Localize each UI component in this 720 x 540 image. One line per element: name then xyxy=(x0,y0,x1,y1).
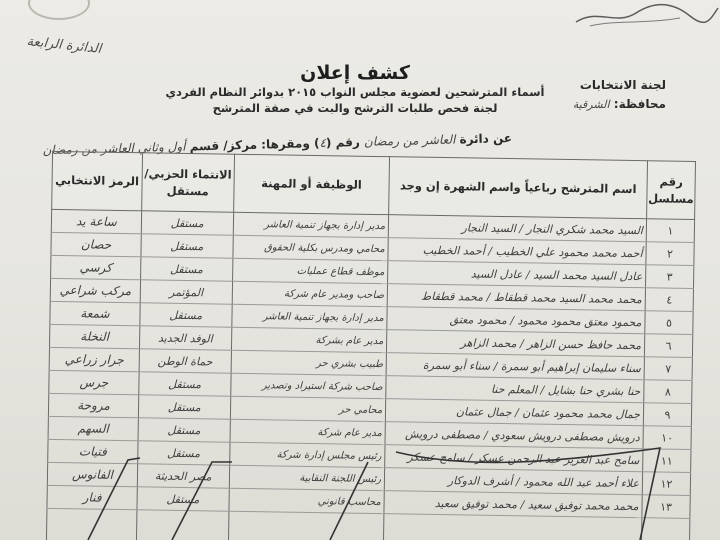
candidate-symbol: شمعة xyxy=(50,301,140,325)
candidate-full-name: درويش مصطفى درويش سعودي xyxy=(490,428,640,444)
district-number-label: رقم xyxy=(335,134,360,150)
candidate-full-name: محمد حافظ حسن الزاهر xyxy=(527,336,642,352)
candidate-full-name: سناء سليمان إبراهيم أبو سمرة xyxy=(500,359,641,375)
candidate-affiliation: مستقل xyxy=(141,211,233,235)
candidate-serial: ١ xyxy=(646,219,694,243)
candidate-job: صاحب شركة استيراد وتصدير xyxy=(230,373,386,398)
candidate-job: صاحب ومدير عام شركة xyxy=(232,281,388,306)
candidate-affiliation: مستقل xyxy=(138,441,230,465)
candidate-serial: ١٢ xyxy=(642,472,690,496)
district-hq-label: ومقرها: مركز/ قسم xyxy=(189,136,310,154)
candidate-nickname: سامح عسكر xyxy=(407,450,465,464)
candidate-job: رئيس مجلس إدارة شركة xyxy=(229,442,385,467)
candidate-full-name: سامح عبد العزيز عبد الرحمن عسكر xyxy=(475,451,640,467)
candidate-name: حنا بشري حنا بشايل / المعلم حنا xyxy=(386,376,644,403)
candidate-nickname: مصطفى درويش xyxy=(405,426,481,442)
candidate-nickname: محمد قطقاط xyxy=(421,289,484,304)
candidate-name: محمد محمد السيد محمد قطقاط / محمد قطقاط xyxy=(387,284,645,311)
candidate-symbol: ساعة يد xyxy=(51,209,141,233)
candidate-symbol: حصان xyxy=(51,232,141,256)
candidate-nickname: أحمد الخطيب xyxy=(422,243,485,258)
header-line-2: لجنة فحص طلبات الترشح والبت في صفة المترشح xyxy=(212,101,498,115)
candidate-nickname: عادل السيد xyxy=(470,266,523,281)
district-number: ٤ xyxy=(319,135,327,151)
candidate-symbol: جرار زراعي xyxy=(49,347,139,371)
candidate-name: عادل السيد محمد السيد / عادل السيد xyxy=(388,261,646,288)
candidate-symbol: مروحة xyxy=(48,393,138,417)
column-header-job: الوظيفة أو المهنة xyxy=(233,154,390,214)
district-name: العاشر من رمضان xyxy=(363,132,456,149)
blank-cell xyxy=(45,508,137,540)
candidate-affiliation: مستقل xyxy=(138,418,230,442)
candidate-job: موظف قطاع عمليات xyxy=(232,258,388,283)
district-hq-value: أول وثاني العاشر من رمضان xyxy=(42,139,186,158)
candidate-serial: ٥ xyxy=(645,311,693,335)
candidate-nickname: محمد توفيق سعيد xyxy=(434,496,518,511)
candidate-nickname: جمال عثمان xyxy=(455,404,512,419)
candidate-name: درويش مصطفى درويش سعودي / مصطفى درويش xyxy=(385,422,643,449)
header-line-1: أسماء المترشحين لعضوية مجلس النواب ٢٠١٥ بدوائر النظام الفردي xyxy=(165,85,545,99)
candidate-nickname: محمود معتق xyxy=(449,312,507,327)
candidate-affiliation: المؤتمر xyxy=(140,280,232,304)
candidate-symbol: مركب شراعي xyxy=(50,278,140,302)
column-header-affiliation: الانتماء الحزبي/ مستقل xyxy=(142,153,235,212)
blank-cell xyxy=(382,514,642,540)
candidate-job: طبيب بشري حر xyxy=(231,350,387,375)
candidate-nickname: السيد النجار xyxy=(461,220,516,235)
header-block xyxy=(150,62,560,116)
candidate-name: علاء أحمد عبد الله محمود / أشرف الدوكار xyxy=(385,468,643,495)
candidate-affiliation: مستقل xyxy=(140,303,232,327)
document-title: كشف إعلان xyxy=(300,62,410,84)
table-header-row xyxy=(52,151,696,219)
candidate-serial: ٩ xyxy=(643,403,691,427)
candidate-symbol: جرس xyxy=(49,370,139,394)
candidate-full-name: محمد محمد السيد محمد قطقاط xyxy=(493,290,642,306)
candidate-affiliation: مستقل xyxy=(138,395,230,419)
signature-mark xyxy=(570,0,720,30)
candidate-job: رئيس اللجنة النقابية xyxy=(229,465,385,490)
candidate-serial: ١١ xyxy=(643,449,691,473)
candidate-job: محامي ومدرس بكلية الحقوق xyxy=(232,235,388,260)
candidate-name: السيد محمد شكري النجار / السيد النجار xyxy=(388,215,646,242)
candidate-affiliation: مستقل xyxy=(141,234,233,258)
stamp-seal xyxy=(28,0,90,20)
candidate-full-name: حنا بشري حنا بشايل xyxy=(547,383,641,398)
candidate-job: مدير إدارة بجهاز تنمية العاشر xyxy=(233,212,389,237)
candidate-serial: ٣ xyxy=(646,265,694,289)
district-line: عن دائرة العاشر من رمضان رقم (٤) ومقرها: مركز/ قسم أول وثاني العاشر من رمضان xyxy=(42,131,513,158)
governorate-label: محافظة: xyxy=(613,97,666,111)
candidate-serial: ٧ xyxy=(644,357,692,381)
candidate-serial: ١٠ xyxy=(643,426,691,450)
candidate-symbol: كرسي xyxy=(51,255,141,279)
governorate-row xyxy=(556,95,666,114)
candidate-name: سامح عبد العزيز عبد الرحمن عسكر / سامح عسكر xyxy=(385,445,643,472)
candidate-symbol: الفانوس xyxy=(47,462,137,486)
candidate-name: أحمد محمد محمود علي الخطيب / أحمد الخطيب xyxy=(388,238,646,265)
candidate-name: محمد حافظ حسن الزاهر / محمد الزاهر xyxy=(387,330,645,357)
column-header-symbol: الرمز الانتخابي xyxy=(52,151,143,210)
candidate-serial: ١٣ xyxy=(642,495,690,519)
blank-cell xyxy=(135,510,228,540)
candidate-full-name: محمود معتق محمود محمود xyxy=(517,313,642,329)
corner-handwritten-note: الدائرة الرابعة xyxy=(25,34,103,57)
candidate-symbol: النخلة xyxy=(49,324,139,348)
column-header-name: اسم المترشح رباعياً واسم الشهرة إن وجد xyxy=(389,157,648,219)
candidate-full-name: أحمد محمد محمود علي الخطيب xyxy=(495,244,643,260)
candidate-symbol: السهم xyxy=(48,416,138,440)
district-prefix: عن دائرة xyxy=(459,131,513,147)
candidate-nickname: محمد الزاهر xyxy=(460,335,517,350)
candidate-job: محاسب قانوني xyxy=(229,488,385,513)
candidate-serial: ٦ xyxy=(644,334,692,358)
candidate-serial: ٤ xyxy=(645,288,693,312)
candidates-table xyxy=(45,151,696,540)
candidate-full-name: السيد محمد شكري النجار xyxy=(526,221,644,237)
candidate-symbol: فنار xyxy=(47,485,137,509)
governorate-value: الشرقية xyxy=(572,98,610,111)
candidate-job: مدير عام بشركة xyxy=(231,327,387,352)
committee-block xyxy=(556,76,666,114)
candidate-nickname: سناء أبو سمرة xyxy=(422,358,491,373)
committee-label: لجنة الانتخابات xyxy=(579,78,666,92)
candidate-affiliation: مستقل xyxy=(139,372,231,396)
candidate-full-name: عادل السيد محمد السيد xyxy=(533,267,643,283)
column-header-serial: رقم مسلسل xyxy=(647,161,696,220)
candidate-nickname: المعلم حنا xyxy=(490,382,538,397)
candidate-nickname: أشرف الدوكار xyxy=(447,473,513,488)
candidate-affiliation: حماة الوطن xyxy=(139,349,231,373)
candidate-full-name: جمال محمد محمود عثمان xyxy=(522,405,641,421)
candidate-name: جمال محمد محمود عثمان / جمال عثمان xyxy=(386,399,644,426)
candidate-affiliation: مستقل xyxy=(140,257,232,281)
candidate-name: محمد محمد توفيق سعيد / محمد توفيق سعيد xyxy=(384,491,642,518)
candidate-job: مدير إدارة بجهاز تنمية العاشر xyxy=(231,304,387,329)
candidate-full-name: محمد محمد توفيق سعيد xyxy=(527,497,639,513)
candidate-name: سناء سليمان إبراهيم أبو سمرة / سناء أبو سمرة xyxy=(386,353,644,380)
blank-cell xyxy=(227,511,384,540)
candidate-serial: ٢ xyxy=(646,242,694,266)
candidate-affiliation: الوفد الجديد xyxy=(139,326,231,350)
candidate-serial: ٨ xyxy=(644,380,692,404)
candidate-job: محامي حر xyxy=(230,396,386,421)
candidate-symbol: فتيات xyxy=(48,439,138,463)
candidate-affiliation: مصر الحديثة xyxy=(137,464,229,488)
candidate-full-name: علاء أحمد عبد الله محمود xyxy=(523,474,640,490)
candidate-job: مدير عام شركة xyxy=(230,419,386,444)
blank-cell xyxy=(640,518,690,540)
candidate-name: محمود معتق محمود محمود / محمود معتق xyxy=(387,307,645,334)
candidate-affiliation: مستقل xyxy=(137,487,229,511)
